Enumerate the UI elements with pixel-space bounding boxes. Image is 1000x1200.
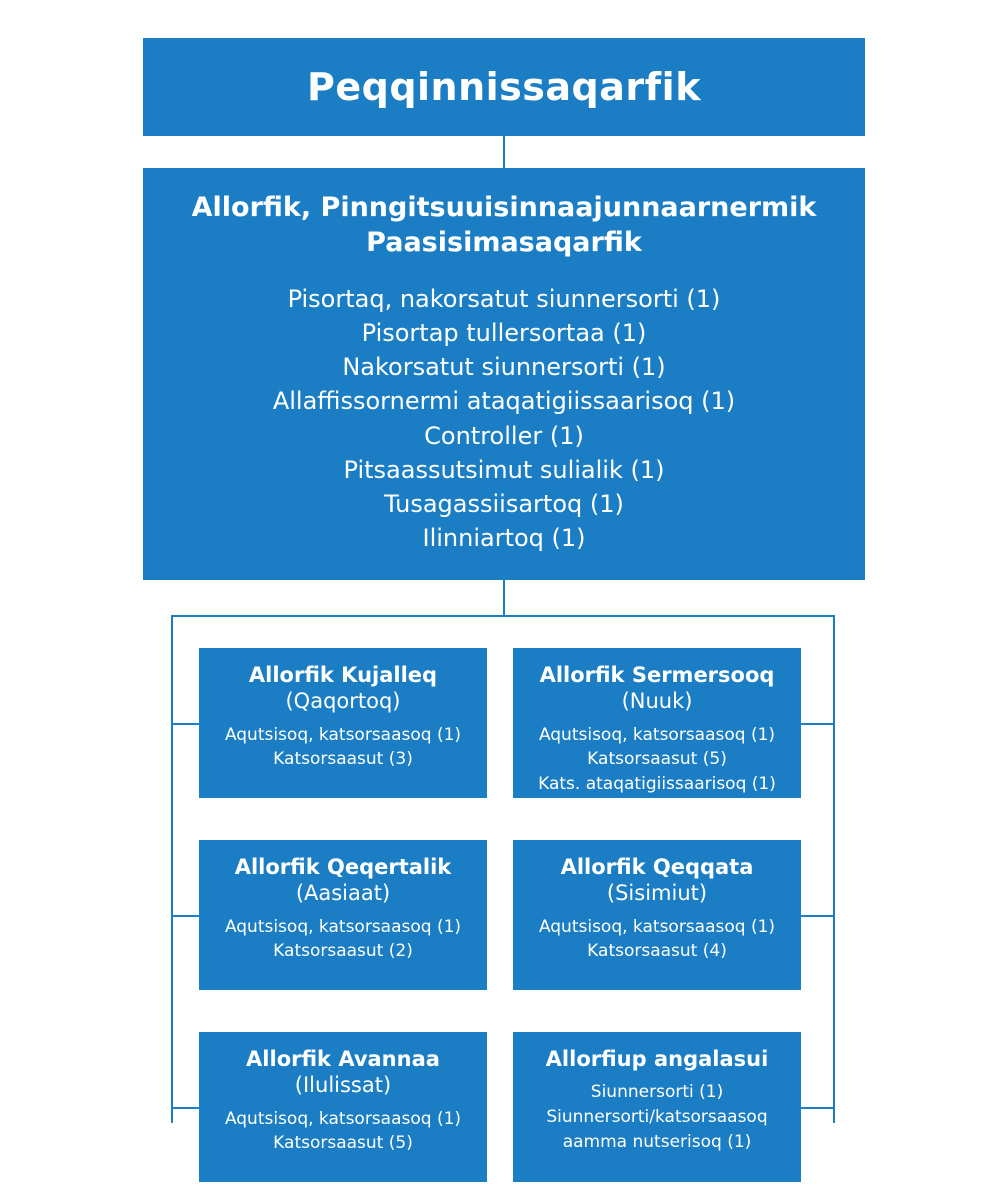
org-node-unit [199, 648, 487, 798]
unit-role: Katsorsaasut (5) [273, 1133, 413, 1154]
unit-roles [513, 915, 801, 964]
org-node-unit [513, 1032, 801, 1182]
department-role: Pisortap tullersortaa (1) [361, 319, 647, 348]
org-node-root [143, 38, 865, 136]
org-node-unit [199, 840, 487, 990]
department-role: Nakorsatut siunnersorti (1) [342, 353, 666, 382]
unit-title: Allorfiup angalasui [545, 1047, 769, 1071]
department-roles [163, 282, 845, 555]
org-node-unit [513, 648, 801, 798]
department-role: Pisortaq, nakorsatut siunnersorti (1) [287, 285, 721, 314]
department-title: Allorfik, Pinngitsuuisinnaajunnaarnermik Paasisimasaqarfik [191, 192, 817, 259]
connector-right-branch-3 [801, 1107, 833, 1109]
unit-roles [513, 1080, 801, 1154]
unit-location: (Qaqortoq) [285, 689, 401, 714]
department-role: Allaffissornermi ataqatigiissaarisoq (1) [272, 387, 736, 416]
unit-title: Allorfik Kujalleq [248, 663, 438, 687]
unit-title: Allorfik Qeqertalik [234, 855, 452, 879]
unit-role: Aqutsisoq, katsorsaasoq (1) [224, 916, 462, 937]
unit-role: Aqutsisoq, katsorsaasoq (1) [224, 724, 462, 745]
unit-title: Allorfik Sermersooq [539, 663, 775, 687]
department-role: Controller (1) [424, 421, 584, 450]
unit-role: Katsorsaasut (2) [273, 941, 413, 962]
unit-role: Aqutsisoq, katsorsaasoq (1) [224, 1108, 462, 1129]
unit-role: Aqutsisoq, katsorsaasoq (1) [538, 916, 776, 937]
unit-roles [199, 1107, 487, 1156]
unit-roles [199, 915, 487, 964]
connector-left-branch-2 [171, 915, 199, 917]
unit-role: Katsorsaasut (4) [587, 941, 727, 962]
department-role: Ilinniartoq (1) [422, 523, 586, 552]
connector-right-branch-2 [801, 915, 833, 917]
unit-location: (Nuuk) [621, 689, 693, 714]
root-title: Peqqinnissaqarfik [307, 65, 701, 109]
connector-right-branch-1 [801, 723, 833, 725]
unit-location: (Sisimiut) [606, 881, 708, 906]
unit-title: Allorfik Avannaa [246, 1047, 440, 1071]
unit-role: Siunnersorti/katsorsaasoq aamma nutserisoq (1) [546, 1106, 768, 1152]
unit-roles [513, 723, 801, 797]
connector-left-trunk [171, 615, 173, 1123]
connector-left-branch-1 [171, 723, 199, 725]
unit-role: Katsorsaasut (5) [587, 749, 727, 770]
connector-left-branch-3 [171, 1107, 199, 1109]
unit-location: (Aasiaat) [295, 881, 391, 906]
unit-title: Allorfik Qeqqata [560, 855, 754, 879]
connector-right-trunk [833, 615, 835, 1123]
department-role: Pitsaassutsimut sulialik (1) [343, 455, 665, 484]
department-role: Tusagassiisartoq (1) [384, 489, 624, 518]
org-node-department [143, 168, 865, 580]
unit-role: Aqutsisoq, katsorsaasoq (1) [538, 724, 776, 745]
connector-horizontal-bus [171, 615, 835, 617]
unit-roles [199, 723, 487, 772]
unit-role: Kats. ataqatigiissaarisoq (1) [538, 773, 776, 794]
org-node-unit [513, 840, 801, 990]
connector-root-to-department [503, 136, 505, 168]
unit-role: Katsorsaasut (3) [273, 749, 413, 770]
unit-location: (Ilulissat) [294, 1073, 392, 1098]
org-node-unit [199, 1032, 487, 1182]
connector-department-down [503, 580, 505, 616]
unit-role: Siunnersorti (1) [590, 1082, 724, 1103]
